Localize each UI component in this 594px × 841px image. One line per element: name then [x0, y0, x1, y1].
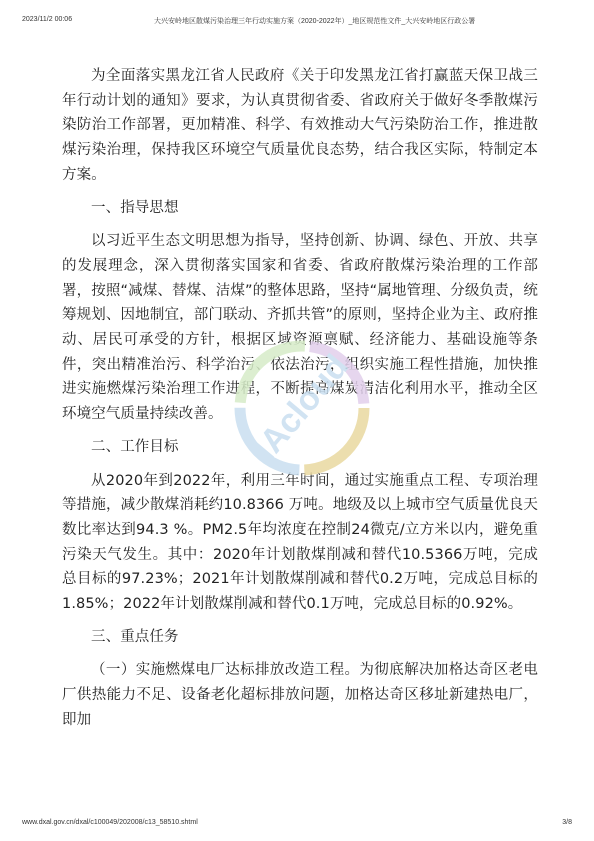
- page-url: www.dxal.gov.cn/dxal/c100049/202008/c13_58510.shtml: [22, 819, 198, 826]
- intro-paragraph: 为全面落实黑龙江省人民政府《关于印发黑龙江省打赢蓝天保卫战三年行动计划的通知》要求，为认真贯彻省委、省政府关于做好冬季散煤污染防治工作部署，更加精准、科学、有效推动大气污染防治工作，推进散煤污染治理，保持我区环境空气质量优良态势，结合我区实际，特制定本方案。: [62, 68, 538, 183]
- section-heading-work-goals: 二、工作目标: [91, 439, 179, 456]
- watermark-text: lAcloud: [246, 347, 356, 468]
- page-header-title: 大兴安岭地区散煤污染治理三年行动实施方案（2020-2022年）_地区规范性文件_大兴安岭地区行政公署: [154, 18, 476, 25]
- key-task-1-paragraph: （一）实施燃煤电厂达标排放改造工程。为彻底解决加格达奇区老电厂供热能力不足、设备老化超标排放问题，加格达奇区移址新建热电厂，即加: [62, 662, 538, 728]
- section-heading-guiding-ideology: 一、指导思想: [91, 200, 179, 217]
- document-body: [62, 64, 538, 733]
- section-heading-key-tasks: 三、重点任务: [91, 629, 179, 646]
- work-goals-paragraph: 从2020年到2022年，利用三年时间，通过实施重点工程、专项治理等措施，减少散煤消耗约10.8366 万吨。地级及以上城市空气质量优良天数比率达到94.3 %。PM2.5年均浓度在控制24微克/立方米以内，避免重污染天气发生。其中：2020年计划散煤削减和替代10.5366万吨，完成总目标的97.23%；2021年计划散煤削减和替代0.2万吨，完成总目标的1.85%；2022年计划散煤削减和替代0.1万吨，完成总目标的0.92%。: [62, 472, 538, 613]
- page-number: 3/8: [562, 819, 572, 826]
- guiding-ideology-paragraph: 以习近平生态文明思想为指导，坚持创新、协调、绿色、开放、共享的发展理念，深入贯彻落实国家和省委、省政府散煤污染治理的工作部署，按照“减煤、替煤、洁煤”的整体思路，坚持“属地管理、分级负责，统筹规划、因地制宜，部门联动、齐抓共管”的原则，坚持企业为主、政府推动、居民可承受的方针，根据区域资源禀赋、经济能力、基础设施等条件，突出精准治污、科学治污、依法治污，组织实施工程性措施，加快推进实施燃煤污染治理工作进程，不断提高煤炭清洁化利用水平，推动全区环境空气质量持续改善。: [62, 233, 538, 423]
- print-datetime: 2023/11/2 00:06: [22, 16, 73, 23]
